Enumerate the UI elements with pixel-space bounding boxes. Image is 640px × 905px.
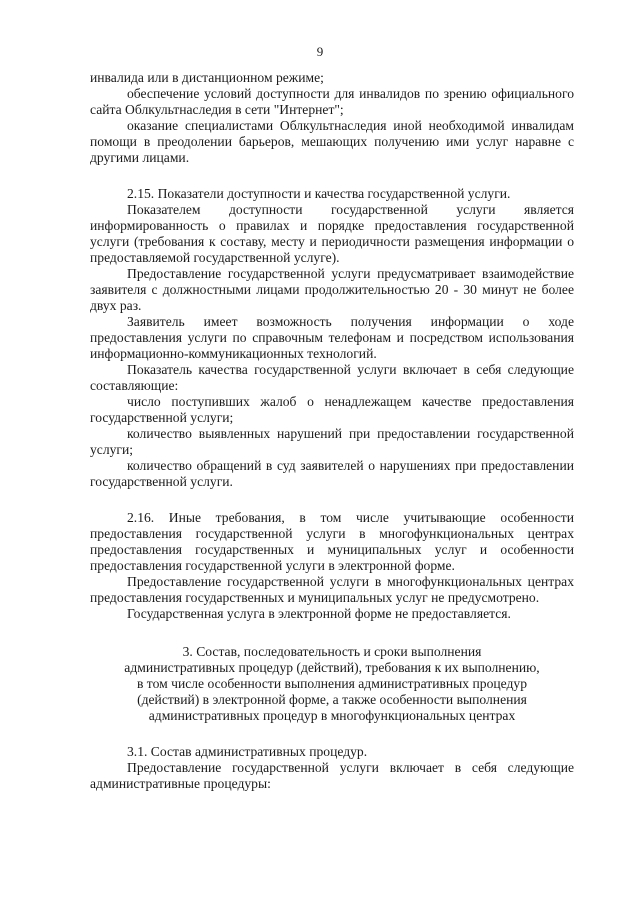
section-heading-2-15: 2.15. Показатели доступности и качества государственной услуги. [127,186,511,201]
heading-line: 3. Состав, последовательность и сроки выполнения [182,644,482,659]
paragraph: оказание специалистами Облкультнаследия иной необходимой инвалидам помощи в преодолении барьеров, мешающих получению ими услуг наравне с другими лицами. [90,118,574,165]
paragraph: Предоставление государственной услуги предусматривает взаимодействие заявителя с должностными лицами продолжительностью 20 - 30 минут не более двух раз. [90,266,574,313]
section-3-heading [90,644,574,724]
section-heading-2-16: 2.16. Иные требования, в том числе учитывающие особенности предоставления государственной услуги в многофункциональных центрах предоставления государственных и муниципальных услуг и особенности предоставления государственной услуги в электронной форме. [90,510,574,573]
paragraph: Заявитель имеет возможность получения информации о ходе предоставления услуги по справочным телефонам и посредством использования информационно-коммуникационных технологий. [90,314,574,361]
section-heading-3-1: 3.1. Состав административных процедур. [127,744,368,759]
page-number: 9 [316,44,324,59]
paragraph: инвалида или в дистанционном режиме; [90,70,324,85]
paragraph: обеспечение условий доступности для инвалидов по зрению официального сайта Облкультнаследия в сети "Интернет"; [90,86,574,117]
paragraph: Государственная услуга в электронной форме не предоставляется. [127,606,511,621]
paragraph: количество обращений в суд заявителей о нарушениях при предоставлении государственной услуги. [90,458,574,489]
heading-line: (действий) в электронной форме, а также особенности выполнения [137,692,527,707]
paragraph: количество выявленных нарушений при предоставлении государственной услуги; [90,426,574,457]
paragraph: Предоставление государственной услуги включает в себя следующие административные процедуры: [90,760,574,791]
heading-line: в том числе особенности выполнения административных процедур [136,676,528,691]
paragraph: число поступивших жалоб о ненадлежащем качестве предоставления государственной услуги; [90,394,574,425]
heading-line: административных процедур (действий), требования к их выполнению, [124,660,540,675]
paragraph: Показателем доступности государственной услуги является информированность о правилах и порядке предоставления государственной услуги (требования к составу, месту и периодичности размещения информации о предоставляемой государственной услуге). [90,202,574,265]
paragraph: Показатель качества государственной услуги включает в себя следующие составляющие: [90,362,574,393]
document-body [90,70,574,792]
heading-line: административных процедур в многофункциональных центрах [148,708,516,723]
paragraph: Предоставление государственной услуги в многофункциональных центрах предоставления государственных и муниципальных услуг не предусмотрено. [90,574,574,605]
